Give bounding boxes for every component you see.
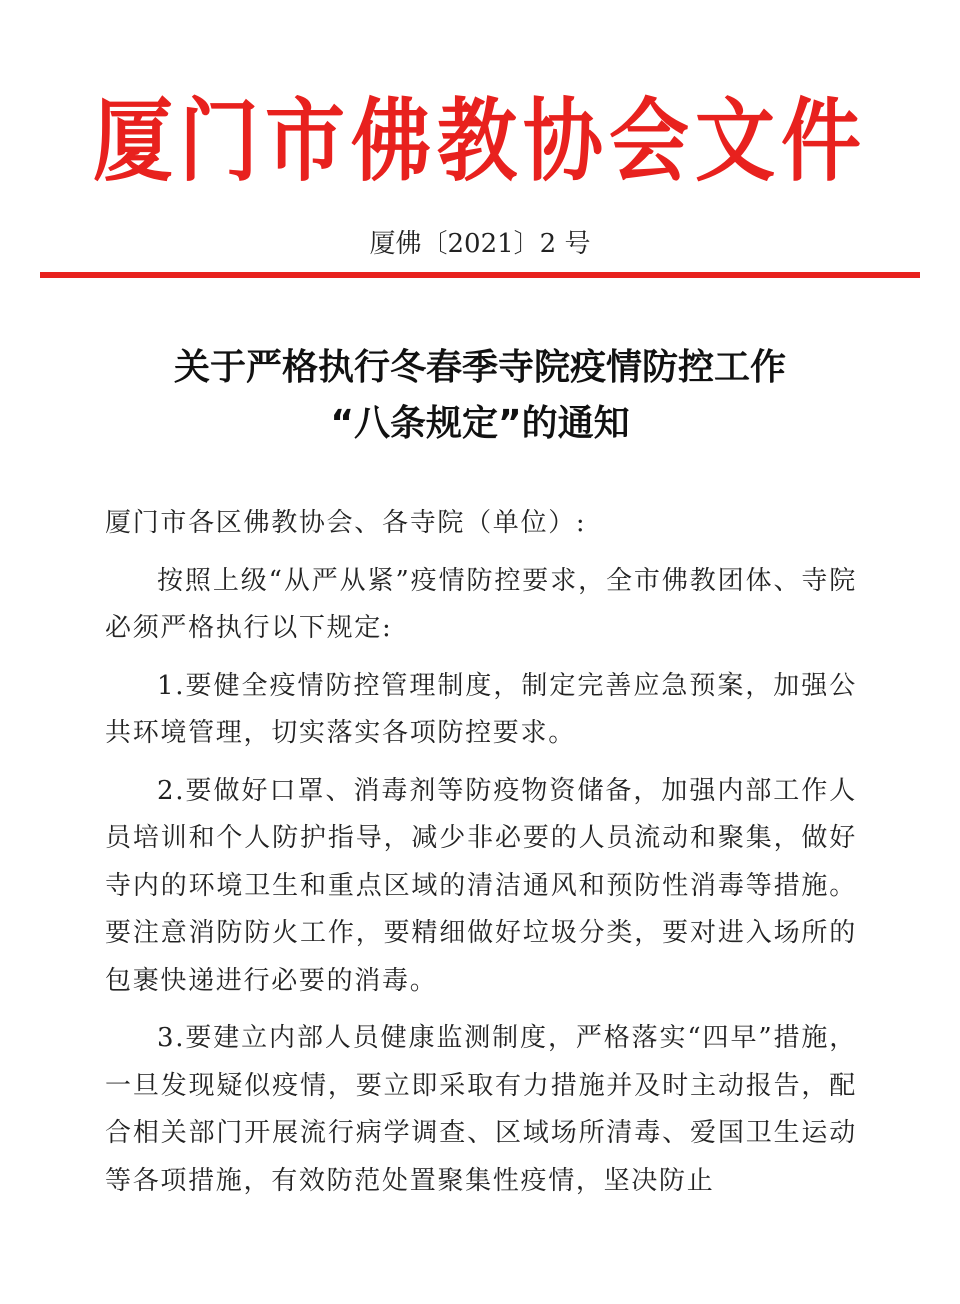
intro-paragraph: 按照上级“从严从紧”疫情防控要求，全市佛教团体、寺院必须严格执行以下规定: xyxy=(105,565,857,643)
rule-item-3: 3.要建立内部人员健康监测制度，严格落实“四早”措施，一旦发现疑似疫情，要立即采取有力措施并及时主动报告，配合相关部门开展流行病学调查、区域场所清毒、爱国卫生运动等各项措施，有效防范处置聚集性疫情，坚决防止 xyxy=(105,1023,857,1196)
notice-title-line-2: “八条规定”的通知 xyxy=(330,403,630,444)
notice-body xyxy=(105,500,857,1215)
rule-item-2: 2.要做好口罩、消毒剂等防疫物资储备，加强内部工作人员培训和个人防护指导，减少非必要的人员流动和聚集，做好寺内的环境卫生和重点区域的清洁通风和预防性消毒等措施。要注意消防防火工作，要精细做好垃圾分类，要对进入场所的包裹快递进行必要的消毒。 xyxy=(105,775,857,996)
salutation: 厦门市各区佛教协会、各寺院（单位）: xyxy=(105,508,587,538)
notice-title-line-1: 关于严格执行冬春季寺院疫情防控工作 xyxy=(173,347,786,388)
document-number: 厦佛〔2021〕2 号 xyxy=(369,229,591,259)
red-divider-line xyxy=(40,272,920,278)
rule-item-1: 1.要健全疫情防控管理制度，制定完善应急预案，加强公共环境管理，切实落实各项防控要求。 xyxy=(105,670,857,748)
masthead-title: 厦门市佛教协会文件 xyxy=(93,88,867,194)
